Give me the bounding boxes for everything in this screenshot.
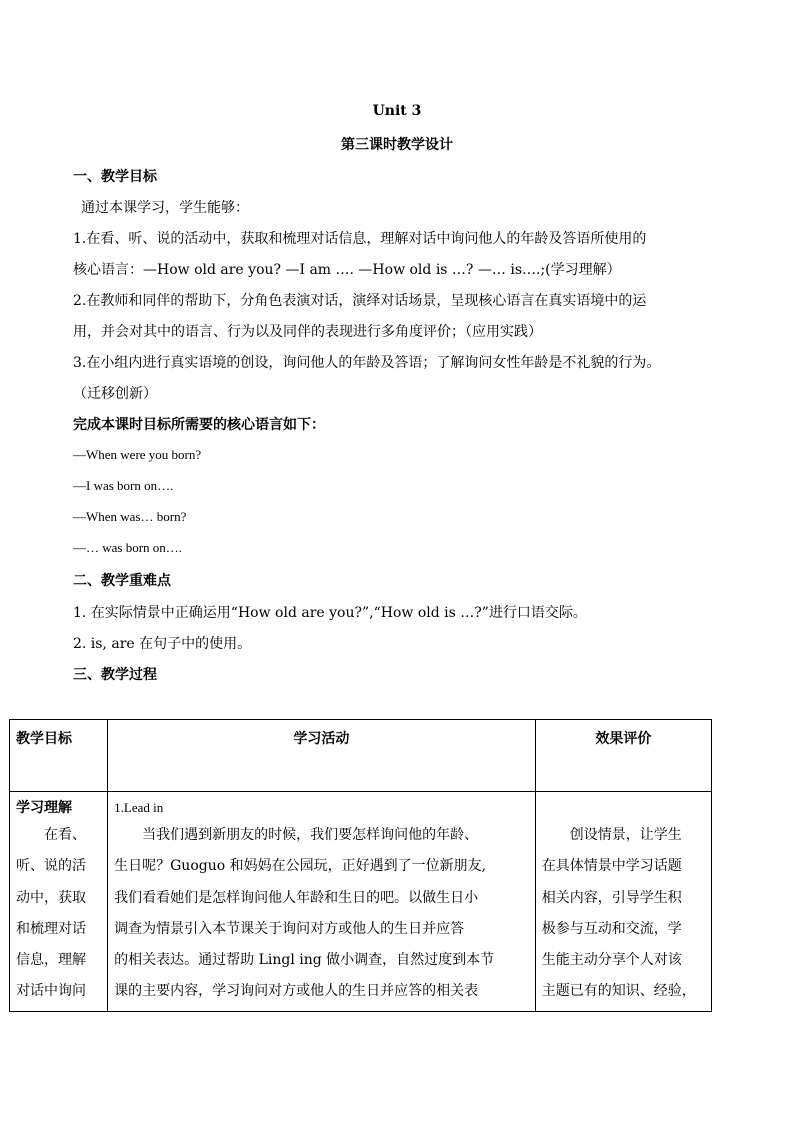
goal-line: 在看、	[44, 827, 86, 843]
evaluation-line: 相关内容，引导学生积	[541, 889, 682, 906]
activity-line: 当我们遇到新朋友的时候，我们要怎样询问他的年龄、	[142, 827, 479, 843]
goal-line: 信息，理解	[16, 952, 86, 969]
evaluation-line: 主题已有的知识、经验，	[541, 983, 696, 1000]
goal2-line1: 2.在教师和同伴的帮助下，分角色表演对话，演绎对话场景，呈现核心语言在真实语境中的运	[73, 293, 647, 309]
goal2-line2: 用，并会对其中的语言、行为以及同伴的表现进行多角度评价；（应用实践）	[73, 324, 542, 340]
table-row	[10, 792, 712, 1012]
activity-line: 生日呢？Guoguo 和妈妈在公园玩，正好遇到了一位新朋友,	[114, 858, 487, 875]
activity-line: 调查为情景引入本节课关于询问对方或他人的生日并应答	[114, 920, 465, 937]
goal-line: 动中，获取	[16, 889, 86, 906]
key-point-2: 2. is, are 在句子中的使用。	[73, 636, 252, 652]
key-point-1: 1. 在实际情景中正确运用“How old are you?”,“How old is …?”进行口语交际。	[73, 605, 587, 621]
core-line-4: —… was born on….	[73, 540, 183, 555]
core-line-3: —When was… born?	[73, 509, 187, 524]
table-header-row	[10, 720, 712, 792]
header-evaluation: 效果评价	[535, 720, 711, 792]
core-line-2: —I was born on….	[73, 478, 174, 493]
evaluation-line: 生能主动分享个人对该	[541, 952, 682, 969]
goal-line: 和梳理对话	[16, 920, 86, 937]
activity-line: 我们看看她们是怎样询问他人年龄和生日的吧。以做生日小	[114, 889, 479, 906]
header-activity: 学习活动	[108, 720, 536, 792]
goal3-line2: （迁移创新）	[73, 386, 157, 402]
goal1-line2: 核心语言：—How old are you? —I am …. —How old is …? —… is….;(学习理解）	[73, 262, 621, 278]
goal-line: 听、说的活	[16, 858, 86, 875]
goal3-line1: 3.在小组内进行真实语境的创设，询问他人的年龄及答语；了解询问女性年龄是不礼貌的行为。	[73, 355, 661, 371]
header-goal: 教学目标	[10, 720, 108, 792]
goal-line: 对话中询问	[16, 983, 86, 1000]
core-language-heading: 完成本课时目标所需要的核心语言如下：	[73, 417, 325, 433]
activity-cell	[108, 792, 536, 1012]
activity-title: 1.Lead in	[114, 800, 164, 815]
evaluation-line: 极参与互动和交流，学	[541, 920, 682, 937]
evaluation-cell	[535, 792, 711, 1012]
goal-label: 学习理解	[16, 800, 72, 816]
goal1-line1: 1.在看、听、说的活动中，获取和梳理对话信息，理解对话中询问他人的年龄及答语所使用的	[73, 231, 647, 247]
section3-heading: 三、教学过程	[73, 667, 157, 683]
evaluation-line: 创设情景，让学生	[569, 827, 682, 843]
lesson-title: 第三课时教学设计	[341, 137, 453, 153]
activity-line: 的相关表达。通过帮助 Lingl ing 做小调查，自然过度到本节	[114, 952, 495, 969]
teaching-process-table	[9, 719, 712, 1012]
evaluation-line: 在具体情景中学习话题	[541, 858, 682, 875]
section1-heading: 一、教学目标	[73, 169, 157, 185]
unit-title: Unit 3	[372, 103, 422, 119]
core-line-1: —When were you born?	[73, 447, 202, 462]
section1-intro: 通过本课学习，学生能够：	[81, 200, 249, 216]
goal-cell	[10, 792, 108, 1012]
activity-line: 课的主要内容，学习询问对方或他人的生日并应答的相关表	[114, 983, 479, 1000]
section2-heading: 二、教学重难点	[73, 573, 171, 589]
